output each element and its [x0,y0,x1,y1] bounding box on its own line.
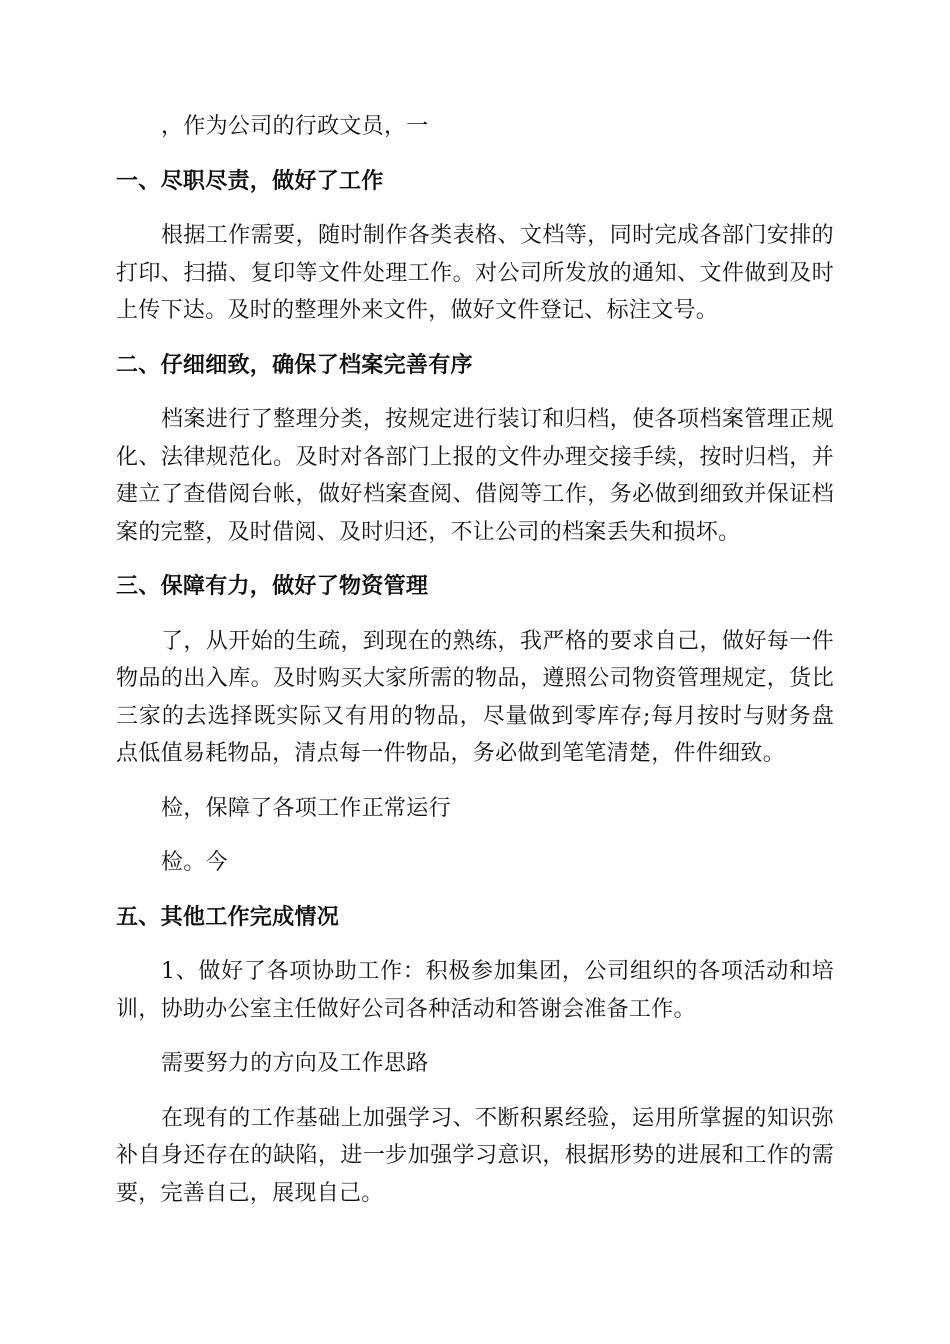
section-3-body: 了，从开始的生疏，到现在的熟练，我严格的要求自己，做好每一件物品的出入库。及时购买大家所需的物品，遵照公司物资管理规定，货比三家的去选择既实际又有用的物品，尽量做到零库存;每月按时与财务盘点低值易耗物品，清点每一件物品，务必做到笔笔清楚，件件细致。 [116,628,834,766]
section-1-heading: 一、尽职尽责，做好了工作 [116,167,384,194]
section-3-line-3: 检。今 [161,850,228,875]
section-1-body: 根据工作需要，随时制作各类表格、文档等，同时完成各部门安排的打印、扫描、复印等文件处理工作。对公司所发放的通知、文件做到及时上传下达。及时的整理外来文件，做好文件登记、标注文号。 [116,223,834,323]
section-2-heading: 二、仔细细致，确保了档案完善有序 [116,351,473,378]
document-page [116,108,834,1212]
section-5-subheading: 需要努力的方向及工作思路 [161,1051,429,1076]
section-2-body: 档案进行了整理分类，按规定进行装订和归档，使各项档案管理正规化、法律规范化。及时对各部门上报的文件办理交接手续，按时归档，并建立了查借阅台帐，做好档案查阅、借阅等工作，务必做到细致并保证档案的完整，及时借阅、及时归还，不让公司的档案丢失和损坏。 [116,407,834,545]
intro-paragraph: ，作为公司的行政文员，一 [161,114,429,139]
section-3-heading: 三、保障有力，做好了物资管理 [116,573,429,599]
section-5-item-1: 1、做好了各项协助工作：积极参加集团，公司组织的各项活动和培训，协助办公室主任做好公司各种活动和答谢会准备工作。 [116,959,834,1022]
section-5-body: 在现有的工作基础上加强学习、不断积累经验，运用所掌握的知识弥补自身还存在的缺陷，进一步加强学习意识，根据形势的进展和工作的需要，完善自己，展现自己。 [116,1105,834,1206]
section-5-heading: 五、其他工作完成情况 [116,903,340,930]
section-3-line-2: 检，保障了各项工作正常运行 [161,795,451,821]
